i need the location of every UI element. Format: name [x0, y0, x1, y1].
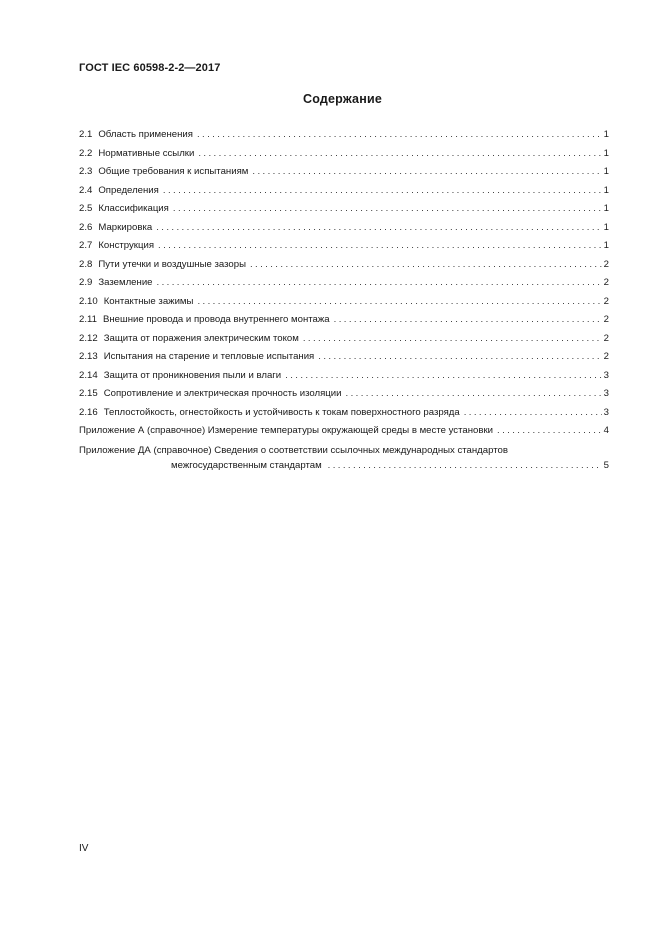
toc-entry-2-2[interactable] — [79, 145, 609, 164]
toc-entry-2-14[interactable] — [79, 367, 609, 386]
toc-entry-text: Теплостойкость, огнестойкость и устойчивость к токам поверхностного разряда — [103, 406, 460, 418]
toc-entry-number: 2.5 — [79, 203, 93, 214]
toc-entry-number: 2.2 — [79, 147, 93, 159]
toc-entry-2-16[interactable] — [79, 404, 609, 423]
toc-entry-text: Нормативные ссылки — [98, 147, 195, 159]
toc-entry-text: Заземление — [98, 277, 153, 288]
toc-leader-dots — [163, 182, 602, 201]
toc-title: Содержание — [302, 92, 382, 106]
toc-entry-number: 2.4 — [79, 184, 93, 196]
table-of-contents — [79, 126, 609, 473]
toc-entry-page: 1 — [603, 147, 609, 159]
toc-leader-dots — [303, 330, 602, 349]
toc-entry-2-7[interactable] — [79, 237, 609, 256]
toc-leader-dots — [318, 348, 601, 367]
toc-entry-2-9[interactable] — [79, 274, 609, 293]
toc-entry-page: 2 — [603, 295, 609, 307]
toc-entry-number: 2.15 — [79, 388, 98, 399]
toc-entry-number: 2.12 — [79, 332, 98, 344]
toc-entry-page: 1 — [603, 166, 609, 177]
toc-entry-appendix-a[interactable] — [79, 422, 609, 441]
toc-entry-2-8[interactable] — [79, 256, 609, 275]
toc-entry-text: Конструкция — [98, 240, 155, 251]
toc-entry-2-5[interactable] — [79, 200, 609, 219]
toc-entry-page: 2 — [603, 332, 609, 344]
toc-entry-text: Общие требования к испытаниям — [98, 166, 249, 177]
toc-entry-text: Защита от проникновения пыли и влаги — [103, 369, 282, 381]
toc-entry-2-12[interactable] — [79, 330, 609, 349]
document-header: ГОСТ IEC 60598-2-2—2017 — [79, 62, 221, 74]
toc-entry-2-15[interactable] — [79, 385, 609, 404]
toc-leader-dots — [328, 458, 602, 473]
toc-leader-dots — [346, 385, 602, 404]
toc-entry-2-4[interactable] — [79, 182, 609, 201]
toc-entry-page: 1 — [603, 240, 609, 251]
toc-leader-dots — [252, 163, 601, 182]
toc-entry-number: 2.6 — [79, 221, 93, 233]
toc-entry-number: 2.7 — [79, 240, 93, 251]
toc-entry-text: Испытания на старение и тепловые испытания — [103, 351, 315, 362]
toc-entry-text: Защита от поражения электрическим током — [103, 332, 299, 344]
toc-entry-page: 3 — [603, 369, 609, 381]
toc-leader-dots — [156, 219, 601, 238]
toc-entry-page: 1 — [603, 184, 609, 196]
toc-entry-text: Внешние провода и провода внутреннего монтажа — [102, 314, 330, 325]
toc-entry-number: 2.10 — [79, 295, 98, 307]
toc-leader-dots — [197, 293, 601, 312]
toc-leader-dots — [464, 404, 602, 423]
toc-entry-text: Область применения — [98, 129, 193, 140]
toc-entry-number: 2.11 — [79, 314, 97, 325]
toc-entry-2-1[interactable] — [79, 126, 609, 145]
toc-entry-text: Приложение ДА (справочное) Сведения о соответствии ссылочных международных стандартов — [79, 444, 508, 456]
toc-entry-text: Приложение А (справочное) Измерение температуры окружающей среды в месте установки — [79, 425, 493, 436]
toc-leader-dots — [158, 237, 602, 256]
toc-entry-number: 2.3 — [79, 166, 93, 177]
toc-entry-text: Контактные зажимы — [103, 295, 194, 307]
toc-entry-2-6[interactable] — [79, 219, 609, 238]
toc-entry-page: 1 — [603, 129, 609, 140]
toc-entry-number: 2.1 — [79, 129, 93, 140]
toc-entry-text: Маркировка — [98, 221, 153, 233]
toc-entry-text: Пути утечки и воздушные зазоры — [98, 258, 246, 270]
toc-entry-page: 3 — [603, 406, 609, 418]
toc-entry-page: 2 — [603, 314, 609, 325]
toc-entry-text-continued: межгосударственным стандартам — [171, 459, 322, 471]
toc-entry-page: 5 — [603, 459, 609, 471]
toc-entry-number: 2.14 — [79, 369, 98, 381]
toc-entry-number: 2.13 — [79, 351, 98, 362]
toc-entry-text: Определения — [98, 184, 159, 196]
toc-entry-text: Классификация — [98, 203, 169, 214]
toc-leader-dots — [250, 256, 602, 275]
toc-entry-number: 2.8 — [79, 258, 93, 270]
toc-entry-2-3[interactable] — [79, 163, 609, 182]
page-number: IV — [79, 843, 89, 854]
toc-entry-page: 2 — [603, 277, 609, 288]
toc-leader-dots — [197, 126, 602, 145]
toc-leader-dots — [198, 145, 601, 164]
toc-entry-number: 2.16 — [79, 406, 98, 418]
toc-entry-page: 4 — [603, 425, 609, 436]
toc-entry-2-11[interactable] — [79, 311, 609, 330]
toc-entry-text: Сопротивление и электрическая прочность изоляции — [103, 388, 342, 399]
toc-entry-2-10[interactable] — [79, 293, 609, 312]
toc-entry-page: 1 — [603, 221, 609, 233]
toc-leader-dots — [334, 311, 602, 330]
toc-leader-dots — [285, 367, 602, 386]
toc-leader-dots — [173, 200, 602, 219]
toc-entry-page: 1 — [603, 203, 609, 214]
toc-entry-page: 2 — [603, 351, 609, 362]
toc-leader-dots — [157, 274, 602, 293]
toc-entry-appendix-da[interactable] — [79, 443, 609, 473]
toc-entry-2-13[interactable] — [79, 348, 609, 367]
toc-leader-dots — [497, 422, 602, 441]
toc-entry-continuation — [79, 458, 609, 473]
toc-entry-page: 2 — [603, 258, 609, 270]
toc-entry-page: 3 — [603, 388, 609, 399]
toc-entry-number: 2.9 — [79, 277, 93, 288]
